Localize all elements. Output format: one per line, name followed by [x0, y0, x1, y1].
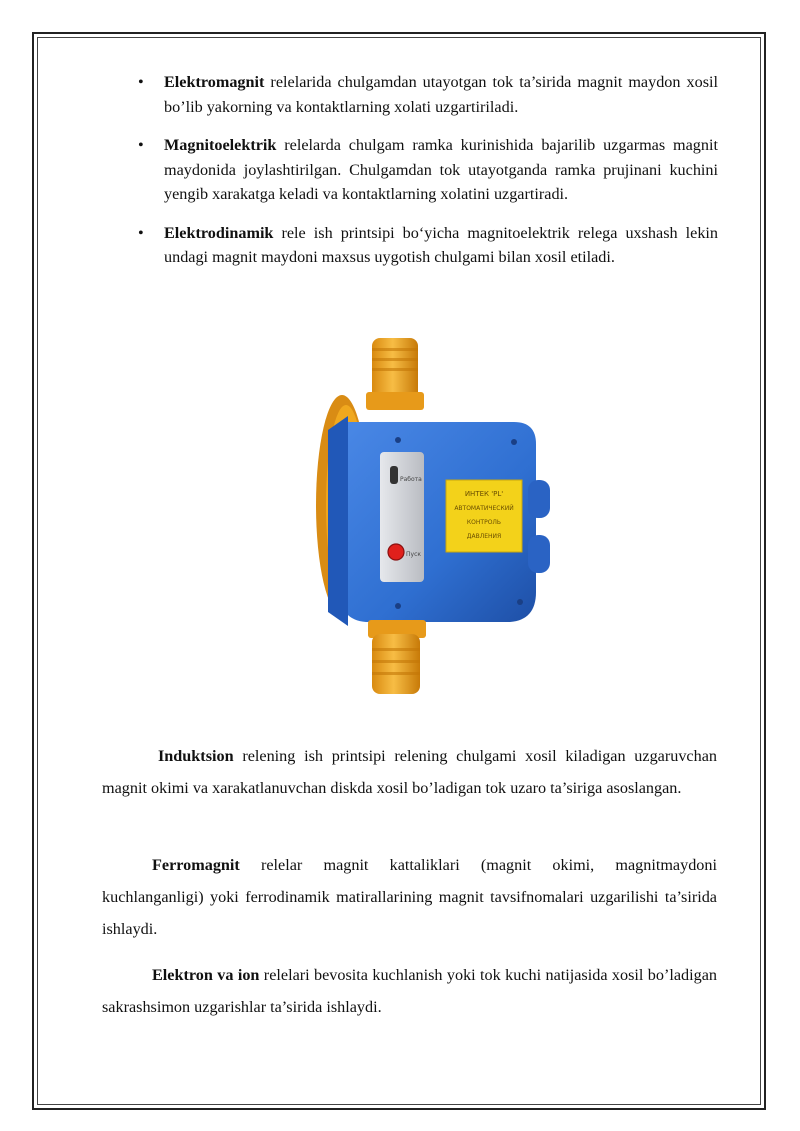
paragraph-ferromagnit [102, 849, 717, 945]
list-item-text: relelarda chulgam ramka kurinishida bajarilib uzgarmas magnit maydonida joylashtirilgan. Chulgamdan tok utayotganda ramka prujinani kuchini yengib xarakatga keladi va kontaktlarning xolatini uzgartiradi. [164, 136, 718, 203]
top-fitting [366, 338, 424, 410]
term-induktsion: Induktsion [158, 747, 234, 765]
control-panel [380, 452, 424, 582]
svg-text:Работа: Работа [400, 476, 422, 483]
term-elektrodinamik: Elektrodinamik [164, 223, 274, 242]
paragraph-text: relening ish printsipi relening chulgami xosil kiladigan uzgaruvchan magnit okimi va xarakatlanuvchan diskda xosil bo’ladigan tok uzaro ta’siriga asoslangan. [102, 747, 717, 797]
paragraph-elektron [102, 959, 717, 1023]
list-item [138, 133, 718, 207]
list-item [138, 221, 718, 270]
list-item-text: rele ish printsipi bo‘yicha magnitoelektrik relega uxshash lekin undagi magnit maydoni maxsus uygotish chulgami bilan xosil etiladi. [164, 223, 718, 266]
term-ferromagnit: Ferromagnit [152, 856, 240, 874]
term-elektromagnit: Elektromagnit [164, 73, 265, 91]
term-magnitoelektrik: Magnitoelektrik [164, 136, 277, 154]
label-line: АВТОМАТИЧЕСКИЙ [454, 505, 514, 512]
label-line: ИНТЕК 'PL' [464, 490, 504, 498]
indicator-led-icon [390, 466, 398, 484]
list-item [138, 70, 718, 119]
bottom-fitting [368, 620, 426, 694]
bullet-icon: • [138, 223, 144, 242]
term-elektron-va-ion: Elektron va ion [152, 966, 260, 984]
list-item-text: relelarida chulgamdan utayotgan tok ta’sirida magnit maydon xosil bo’lib yakorning va kontaktlarning xolati uzgartiriladi. [164, 73, 718, 116]
paragraph-induktsion [102, 740, 717, 804]
label-line: ДАВЛЕНИЯ [466, 533, 502, 540]
paragraph-text: relelar magnit kattaliklari (magnit okimi, magnitmaydoni kuchlanganligi) yoki ferrodinamik matirallarining magnit tavsifnomalari uzgarilishi ta’sirida ishlaydi. [102, 856, 717, 938]
pressure-relay-image [300, 330, 560, 710]
bullet-icon: • [138, 136, 144, 154]
svg-text:Пуск: Пуск [406, 551, 421, 558]
reset-button-icon [388, 544, 404, 560]
bullet-icon: • [138, 73, 144, 91]
label-line: КОНТРОЛЬ [466, 519, 502, 526]
paragraph-text: relelari bevosita kuchlanish yoki tok kuchi natijasida xosil bo’ladigan sakrashsimon uzgarishlar ta’sirida ishlaydi. [102, 966, 717, 1016]
relay-types-list [138, 70, 718, 284]
